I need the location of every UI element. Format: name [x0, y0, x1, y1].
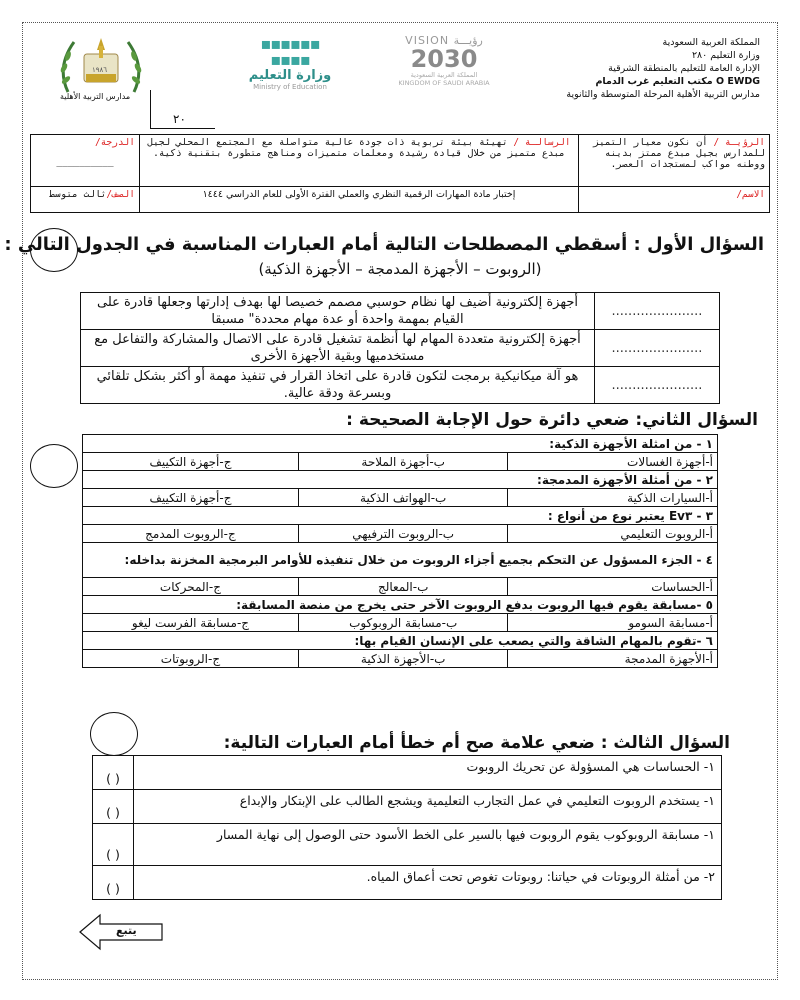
header-line: المملكة العربية السعودية — [662, 37, 760, 48]
q2-option-c[interactable]: ج-أجهزة التكييف — [83, 489, 299, 507]
mission-label: الرسالـة / — [513, 137, 571, 148]
q3-statement: ١- يستخدم الروبوت التعليمي في عمل التجارب التعليمية ويشجع الطالب على الإبتكار والإبداع — [134, 790, 722, 824]
q2-question: ١ - من امثلة الأجهزة الذكية: — [83, 435, 718, 453]
ministry-dots-icon: ▪▪▪▪▪▪ ▪▪▪▪ — [260, 34, 320, 69]
header-line: مدارس التربية الأهلية المرحلة المتوسطة والثانوية — [566, 89, 760, 100]
ministry-logo — [240, 34, 340, 91]
score-box — [150, 90, 215, 129]
exam-title-cell — [140, 187, 579, 213]
q1-row — [81, 367, 720, 404]
q3-answer-paren[interactable]: ( ) — [93, 824, 134, 866]
header-line: وزارة التعليم ٢٨٠ — [691, 50, 760, 61]
q2-question: ٦ -تقوم بالمهام الشاقة والتي يصعب على الإنسان القيام بها: — [83, 632, 718, 650]
q3-answer-paren[interactable]: ( ) — [93, 756, 134, 790]
vision-label: الرؤيـة / — [713, 137, 765, 148]
q3-title: السؤال الثالث : ضعي علامة صح أم خطأ أمام العبارات التالية: — [223, 733, 730, 753]
q2-option-a[interactable]: أ-الحساسات — [508, 578, 718, 596]
vision-text: أن نكون معيار التميز للمدارس بجيل مبدع ممتز بدينه ووطنه مواكب لمستجدات العصر. — [593, 137, 765, 170]
header-line: الإدارة العامة للتعليم بالمنطقة الشرقية — [608, 63, 760, 74]
q2-option-b[interactable]: ب-الأجهزة الذكية — [298, 650, 508, 668]
school-logo-year: ١٩٨٦ — [92, 66, 108, 74]
q2-question: ٤ - الجزء المسؤول عن التحكم بجميع أجزاء الروبوت من خلال تنفيذه للأوامر البرمجية المخزنة بداخله: — [83, 543, 718, 578]
q1-answer-blank[interactable]: ...................... — [595, 367, 720, 404]
q3-answer-paren[interactable]: ( ) — [93, 790, 134, 824]
q2-option-b[interactable]: ب-الروبوت الترفيهي — [298, 525, 508, 543]
ministry-name-en: Ministry of Education — [253, 83, 327, 91]
class-label: الصف/ — [106, 189, 135, 200]
q2-option-a[interactable]: أ-السيارات الذكية — [508, 489, 718, 507]
q3-answer-paren[interactable]: ( ) — [93, 866, 134, 900]
info-table — [30, 134, 770, 213]
q2-option-c[interactable]: ج-المحركات — [83, 578, 299, 596]
grade-blank[interactable]: __________ — [56, 156, 114, 167]
q2-option-a[interactable]: أ-الأجهزة المدمجة — [508, 650, 718, 668]
continue-arrow[interactable] — [78, 912, 164, 952]
q3-statement: ١- مسابقة الروبوكوب يقوم الروبوت فيها بالسير على الخط الأسود حتى الوصول إلى نهاية المسار — [134, 824, 722, 866]
q2-option-b[interactable]: ب-أجهزة الملاحة — [298, 453, 508, 471]
class-value: ثالث متوسط — [49, 189, 107, 200]
q2-question: ٢ - من أمثلة الأجهزة المدمجة: — [83, 471, 718, 489]
name-label: الاسم/ — [736, 189, 765, 200]
header-line: مكتب التعليم غرب الدمام O EWDG — [595, 76, 760, 87]
q3-statement: ٢- من أمثلة الروبوتات في حياتنا: روبوتات تغوص تحت أعماق المياه. — [134, 866, 722, 900]
school-logo-caption: مدارس التربية الأهلية — [60, 92, 131, 101]
q2-option-c[interactable]: ج-مسابقة الفرست ليغو — [83, 614, 299, 632]
q2-option-a[interactable]: أ-الروبوت التعليمي — [508, 525, 718, 543]
q1-statement: أجهزة إلكترونية أضيف لها نظام حوسبي مصمم خصيصا لها بهدف إدارتها وجعلها قادرة على القيام بمهمة واحدة أو عدة مهام محددة" مسبقا — [81, 293, 595, 330]
vision-2030-logo — [398, 34, 490, 87]
q2-option-c[interactable]: ج-أجهزة التكييف — [83, 453, 299, 471]
class-cell — [31, 187, 140, 213]
q2-score-circle — [30, 444, 78, 488]
q2-option-a[interactable]: أ-مسابقة السومو — [508, 614, 718, 632]
q1-answer-blank[interactable]: ...................... — [595, 330, 720, 367]
q1-statement: هو آلة ميكانيكية برمجت لتكون قادرة على اتخاذ القرار في تنفيذ مهمة أو أكثر بشكل تلقائي وبسرعة ودقة عالية. — [81, 367, 595, 404]
q2-question: ٥ -مسابقة يقوم فيها الروبوت بدفع الروبوت الآخر حتى يخرج من منصة المسابقة: — [83, 596, 718, 614]
q1-table — [80, 292, 720, 404]
q1-row — [81, 293, 720, 330]
q3-score-circle — [90, 712, 138, 756]
vision-ar: رؤيـــة — [453, 34, 483, 47]
grade-label: الدرجة/ — [94, 137, 135, 148]
mission-cell — [140, 135, 579, 187]
q2-option-b[interactable]: ب-مسابقة الروبوكوب — [298, 614, 508, 632]
q1-answer-blank[interactable]: ...................... — [595, 293, 720, 330]
q1-statement: أجهزة إلكترونية متعددة المهام لها أنظمة تشغيل قادرة على الاتصال والمشاركة والتفاعل مع مستخدميها وبقية الأجهزة الأخرى — [81, 330, 595, 367]
name-cell[interactable] — [579, 187, 770, 213]
vision-cell — [579, 135, 770, 187]
q2-option-b[interactable]: ب-الهواتف الذكية — [298, 489, 508, 507]
exam-title: إختبار مادة المهارات الرقمية النظري والعملي الفترة الأولى للعام الدراسي ١٤٤٤ — [202, 189, 516, 200]
q2-title: السؤال الثاني: ضعي دائرة حول الإجابة الصحيحة : — [346, 410, 758, 430]
q1-row — [81, 330, 720, 367]
q1-title: السؤال الأول : أسقطي المصطلحات التالية أمام العبارات المناسبة في الجدول التالي : — [4, 234, 764, 255]
q2-option-a[interactable]: أ-أجهزة الغسالات — [508, 453, 718, 471]
q2-question: ٣ - Ev٣ يعتبر نوع من أنواع : — [83, 507, 718, 525]
ministry-name-ar: وزارة التعليم — [248, 68, 332, 83]
q2-option-c[interactable]: ج-الروبوت المدمج — [83, 525, 299, 543]
q2-option-b[interactable]: ب-المعالج — [298, 578, 508, 596]
q3-statement: ١- الحساسات هي المسؤولة عن تحريك الروبوت — [134, 756, 722, 790]
q3-table — [92, 755, 722, 900]
vision-en: VISION — [405, 34, 450, 47]
q2-option-c[interactable]: ج-الروبوتات — [83, 650, 299, 668]
mission-text: تهيئة بيئة تربوية ذات جودة عالية متواصلة مع المجتمع المحلي لجيل مبدع متميز من خلال قيادة رشيدة ومعلمات متميزات ومناهج متطورة بتقنية ذكية. — [147, 137, 565, 159]
grade-cell — [31, 135, 140, 187]
continue-label: يتبع — [116, 924, 137, 937]
vision-year: 2030 — [410, 45, 478, 73]
header-ministry-lines — [540, 36, 760, 101]
q2-table — [82, 434, 718, 668]
vision-sub: المملكة العربية السعودية KINGDOM OF SAUDI ARABIA — [398, 71, 490, 87]
q1-terms: (الروبوت – الأجهزة المدمجة – الأجهزة الذكية) — [258, 260, 542, 278]
score-value: ٢٠ — [173, 112, 186, 126]
